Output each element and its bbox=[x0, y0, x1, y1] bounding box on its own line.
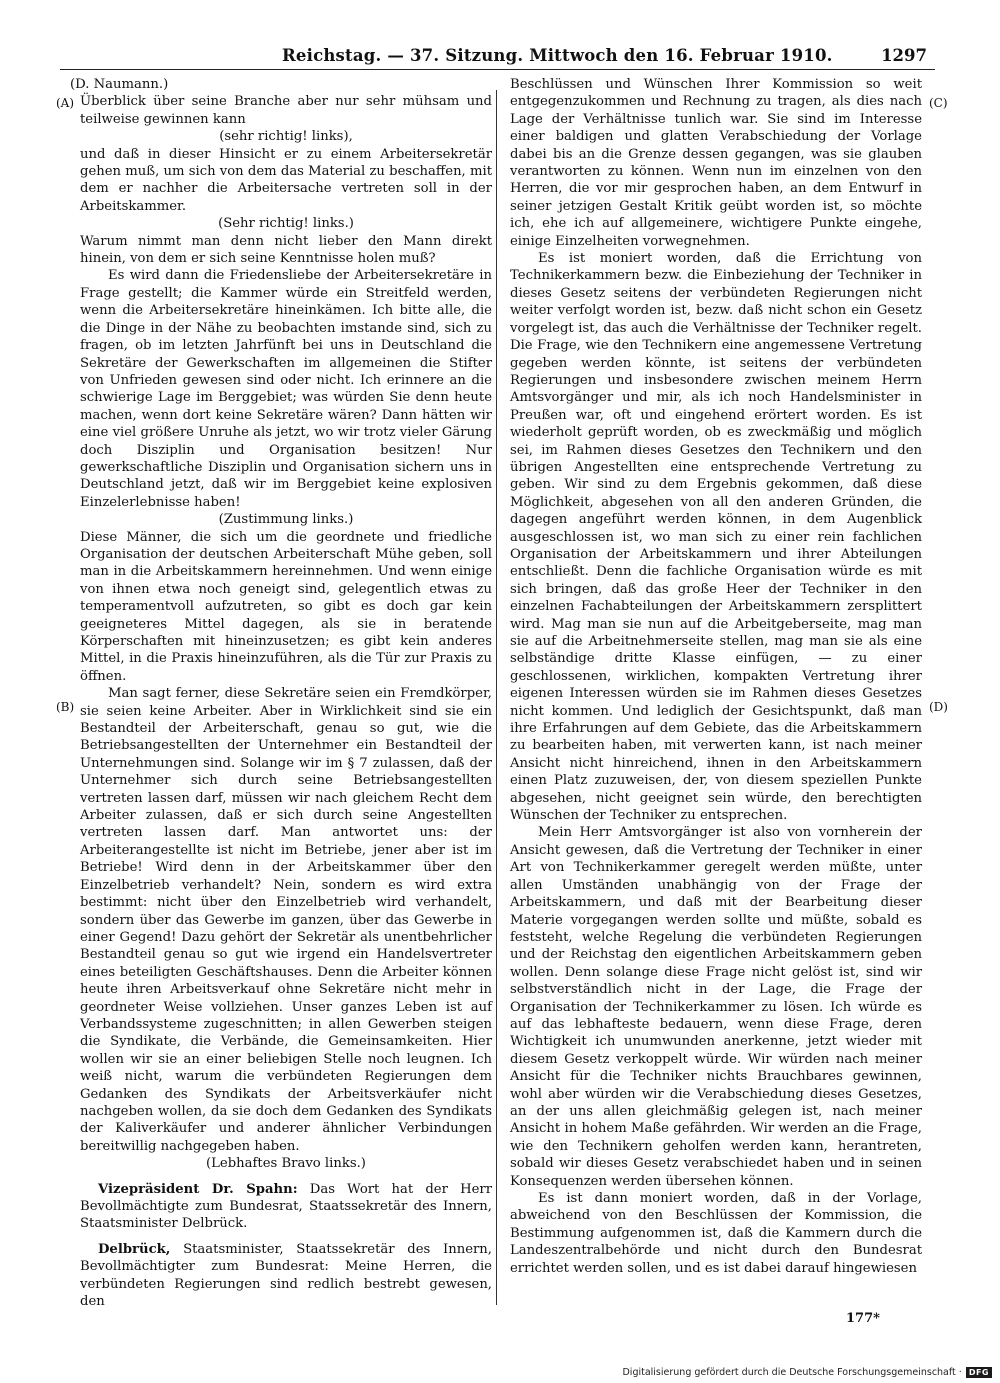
paragraph: Beschlüssen und Wünschen Ihrer Kommission so weit entgegenzukommen und Rechnung zu tragen, als dies nach Lage der Verhältnisse tunlich war. Sie sind im Interesse einer baldigen und glatten Verabschiedung der Vorlage dabei bis an die Grenze dessen gegangen, was sie glauben verantworten zu können. Wenn nun im einzelnen von den Herren, die vor mir gesprochen haben, an dem Entwurf in seiner jetzigen Gestalt Kritik geübt worden ist, so möchte ich, ehe ich auf allgemeinere, wichtigere Punkte eingehe, einige Einzelheiten vorwegnehmen. bbox=[510, 77, 922, 249]
paragraph: Überblick über seine Branche aber nur sehr mühsam und teilweise gewinnen kann bbox=[80, 94, 492, 127]
left-column bbox=[70, 76, 493, 1310]
vice-president-remark: Vizepräsident Dr. Spahn: Das Wort hat der Herr Bevollmächtigte zum Bundesrat, Staatssekretär des Innern, Staatsminister Delbrück. bbox=[80, 1181, 493, 1232]
paragraph: Es wird dann die Friedensliebe der Arbeitersekretäre in Frage gestellt; die Kammer würde ein Streitfeld werden, wenn die Arbeitersekretäre hineinkämen. Ich bitte alle, die die Dinge in der Nähe zu beobachten imstande sind, sich zu fragen, ob im letzten Jahrfünft bei uns in Deutschland die Sekretäre der Gewerkschaften im allgemeinen die Stifter von Unfrieden gewesen sind oder nicht. Ich erinnere an die schwierige Lage im Berggebiet; was würden Sie denn heute machen, wenn dort keine Sekretäre wären? Dann hätten wir eine viel größere Unruhe als jetzt, wo wir trotz vieler Gärung doch Disziplin und Organisation besitzen! Nur gewerkschaftliche Disziplin und Organisation sichern uns in Deutschland jetzt, daß wir im Berggebiet keine explosiven Einzelerlebnisse haben! bbox=[80, 268, 492, 510]
paragraph: Es ist moniert worden, daß die Errichtung von Technikerkammern bezw. die Einbeziehung der Techniker in dieses Gesetz seitens der verbündeten Regierungen nicht weiter verfolgt worden ist, bezw. daß nicht schon ein Gesetz vorgelegt ist, das auch die Verhältnisse der Techniker regelt. Die Frage, wie den Technikern eine angemessene Vertretung gegeben werden könnte, ist seitens der verbündeten Regierungen und insbesondere zwischen meinem Herrn Amtsvorgänger und mir, als ich noch Handelsminister in Preußen war, oft und eingehend erörtert worden. Es ist wiederholt geprüft worden, ob es zweckmäßig und möglich sei, im Rahmen dieses Gesetzes den Technikern und den übrigen Angestellten eine entsprechende Vertretung zu geben. Wir sind zu dem Ergebnis gekommen, daß diese Möglichkeit, abgesehen von all den anderen Gründen, die dagegen angeführt werden können, in dem Augenblick ausgeschlossen ist, wo man sich zu einer rein fachlichen Organisation der Arbeitskammern und ihrer Abteilungen entschließt. Denn die fachliche Organisation würde es mit sich bringen, daß das große Heer der Techniker in den einzelnen Fachabteilungen der Arbeitskammern zersplittert wird. Mag man sie nun auf die Arbeitgeberseite, mag man sie auf die Arbeitnehmerseite stellen, mag man sie als eine selbständige dritte Klasse einfügen, — zu einer geschlossenen, wirklichen, kompakten Vertretung ihrer eigenen Interessen würden sie im Rahmen dieses Gesetzes nicht kommen. Und lediglich der Gesichtspunkt, daß man ihre Erfahrungen auf dem Gebiete, das die Arbeitskammern zu bearbeiten haben, mit verwerten kann, ist nach meiner Ansicht nicht hinreichend, ihnen in den Arbeitskammern einen Platz zuzuweisen, der, von diesem speziellen Punkte abgesehen, nicht geeignet sein würde, den berechtigten Wünschen der Techniker zu entsprechen. bbox=[510, 251, 922, 824]
interjection: (Lebhaftes Bravo links.) bbox=[206, 1156, 366, 1172]
margin-marker-c: (C) bbox=[929, 96, 948, 110]
speaker-name: Delbrück, bbox=[98, 1241, 171, 1257]
right-column bbox=[510, 76, 922, 1277]
column-divider bbox=[496, 90, 497, 1305]
margin-marker-d: (D) bbox=[929, 700, 948, 714]
paragraph: und daß in dieser Hinsicht er zu einem Arbeitersekretär gehen muß, um sich von dem das Material zu beschaffen, mit dem er nachher die Arbeitersache vertreten soll in der Arbeitskammer. bbox=[80, 146, 492, 214]
paragraph: Man sagt ferner, diese Sekretäre seien ein Fremdkörper, sie seien keine Arbeiter. Aber in Wirklichkeit sind sie ein Bestandteil der Arbeiterschaft, genau so gut, wie die Betriebsangestellten der Unternehmer ein Bestandteil der Unternehmungen sind. Solange wir im § 7 zulassen, daß der Unternehmer sich durch seine Betriebsangestellten vertreten lassen darf, müssen wir nach gleichem Recht dem Arbeiter zulassen, daß er sich durch seine Angestellten vertreten lassen darf. Man antwortet uns: der Arbeiterangestellte ist nicht im Betriebe, jener aber ist im Betriebe! Wird denn in der Arbeitskammer über den Einzelbetrieb verhandelt? Nein, sondern es wird extra bestimmt: nicht über den Einzelbetrieb wird verhandelt, sondern über das Gewerbe im ganzen, über das Gewerbe in einer Gegend! Dazu gehört der Sekretär als unentbehrlicher Bestandteil genau so gut wie irgend ein Handelsvertreter eines beteiligten Geschäftshauses. Denn die Arbeiter können heute ihren Arbeitsverkauf ohne Sekretäre nicht mehr in geordneter Weise vollziehen. Unser ganzes Leben ist auf Verbandssysteme zugeschnitten; in allen Gewerben steigen die Syndikate, die Verbände, die Gemeinsamkeiten. Hier wollen wir sie an einer beliebigen Stelle noch leugnen. Ich weiß nicht, warum die verbündeten Regierungen dem Gedanken des Syndikats der Arbeitsverkäufer nicht nachgeben wollen, da sie doch dem Gedanken des Syndikats der Kaliverkäufer und anderer ähnlicher Verbindungen bereitwillig nachgegeben haben. bbox=[80, 686, 492, 1154]
paragraph: Mein Herr Amtsvorgänger ist also von vornherein der Ansicht gewesen, daß die Vertretung der Techniker in einer Art von Technikerkammer geregelt werden müßte, unter allen Umständen unabhängig von der Frage der Arbeitskammern, und daß mit der Bearbeitung dieser Materie vorgegangen werden sollte und müßte, sobald es feststeht, welche Regelung die verbündeten Regierungen und der Reichstag den eigentlichen Arbeitskammern geben wollen. Denn solange diese Frage nicht gelöst ist, sind wir selbstverständlich nicht in der Lage, die Frage der Organisation der Technikerkammer zu lösen. Ich würde es auf das lebhafteste bedauern, wenn diese Frage, deren Wichtigkeit ich unumwunden anerkenne, jetzt wieder mit diesem Gesetz verkoppelt würde. Wir würden nach meiner Ansicht für die Techniker nichts Brauchbares gewinnen, wohl aber würden wir die Verabschiedung dieses Gesetzes, an der uns allen gleichmäßig gelegen ist, nach meiner Ansicht in hohem Maße gefährden. Wir werden an die Frage, wie den Technikern geholfen werden kann, herantreten, sobald wir dieses Gesetz verabschiedet haben und in seinen Konsequenzen werden übersehen können. bbox=[510, 825, 922, 1189]
page-header bbox=[60, 44, 935, 70]
interjection: (Zustimmung links.) bbox=[218, 512, 354, 528]
margin-marker-b: (B) bbox=[56, 700, 75, 714]
signature-mark: 177* bbox=[846, 1311, 880, 1326]
dfg-logo: DFG bbox=[966, 1367, 992, 1378]
footer bbox=[622, 1367, 992, 1378]
margin-marker-a: (A) bbox=[56, 96, 75, 110]
paragraph: Diese Männer, die sich um die geordnete und friedliche Organisation der deutschen Arbeiterschaft Mühe geben, soll man in die Arbeitskammern hereinnehmen. Und wenn einige von ihnen etwa noch geneigt sind, gelegentlich etwas zu temperamentvoll aufzutreten, so gibt es doch gar kein geeigneteres Mittel dagegen, als sie in beratende Körperschaften mit hineinzusetzen; es gibt kein anderes Mittel, in die Praxis hineinzuführen, als die Tür zur Praxis zu öffnen. bbox=[80, 529, 492, 684]
page-number: 1297 bbox=[881, 46, 927, 65]
running-title: Reichstag. — 37. Sitzung. Mittwoch den 16. Februar 1910. bbox=[282, 46, 833, 65]
delbrueck-speech-start: Delbrück, Staatsminister, Staatssekretär des Innern, Bevollmächtigter zum Bundesrat: Meine Herren, die verbündeten Regierungen sind redlich bestrebt gewesen, den bbox=[80, 1241, 492, 1310]
interjection: (sehr richtig! links), bbox=[219, 129, 353, 145]
speaker-tag: (D. Naumann.) bbox=[70, 77, 169, 92]
speaker-name: Vizepräsident Dr. Spahn: bbox=[98, 1181, 298, 1197]
header-rule bbox=[60, 69, 935, 70]
footer-text: Digitalisierung gefördert durch die Deutsche Forschungsgemeinschaft · bbox=[622, 1367, 962, 1378]
paragraph: Es ist dann moniert worden, daß in der Vorlage, abweichend von den Beschlüssen der Kommission, die Bestimmung aufgenommen ist, daß die Kammern durch die Landeszentralbehörde und nicht durch den Bundesrat errichtet werden sollen, und es ist dabei darauf hingewiesen bbox=[510, 1191, 922, 1276]
interjection: (Sehr richtig! links.) bbox=[218, 216, 354, 232]
paragraph: Warum nimmt man denn nicht lieber den Mann direkt hinein, von dem er sich seine Kenntnisse holen muß? bbox=[80, 233, 492, 267]
